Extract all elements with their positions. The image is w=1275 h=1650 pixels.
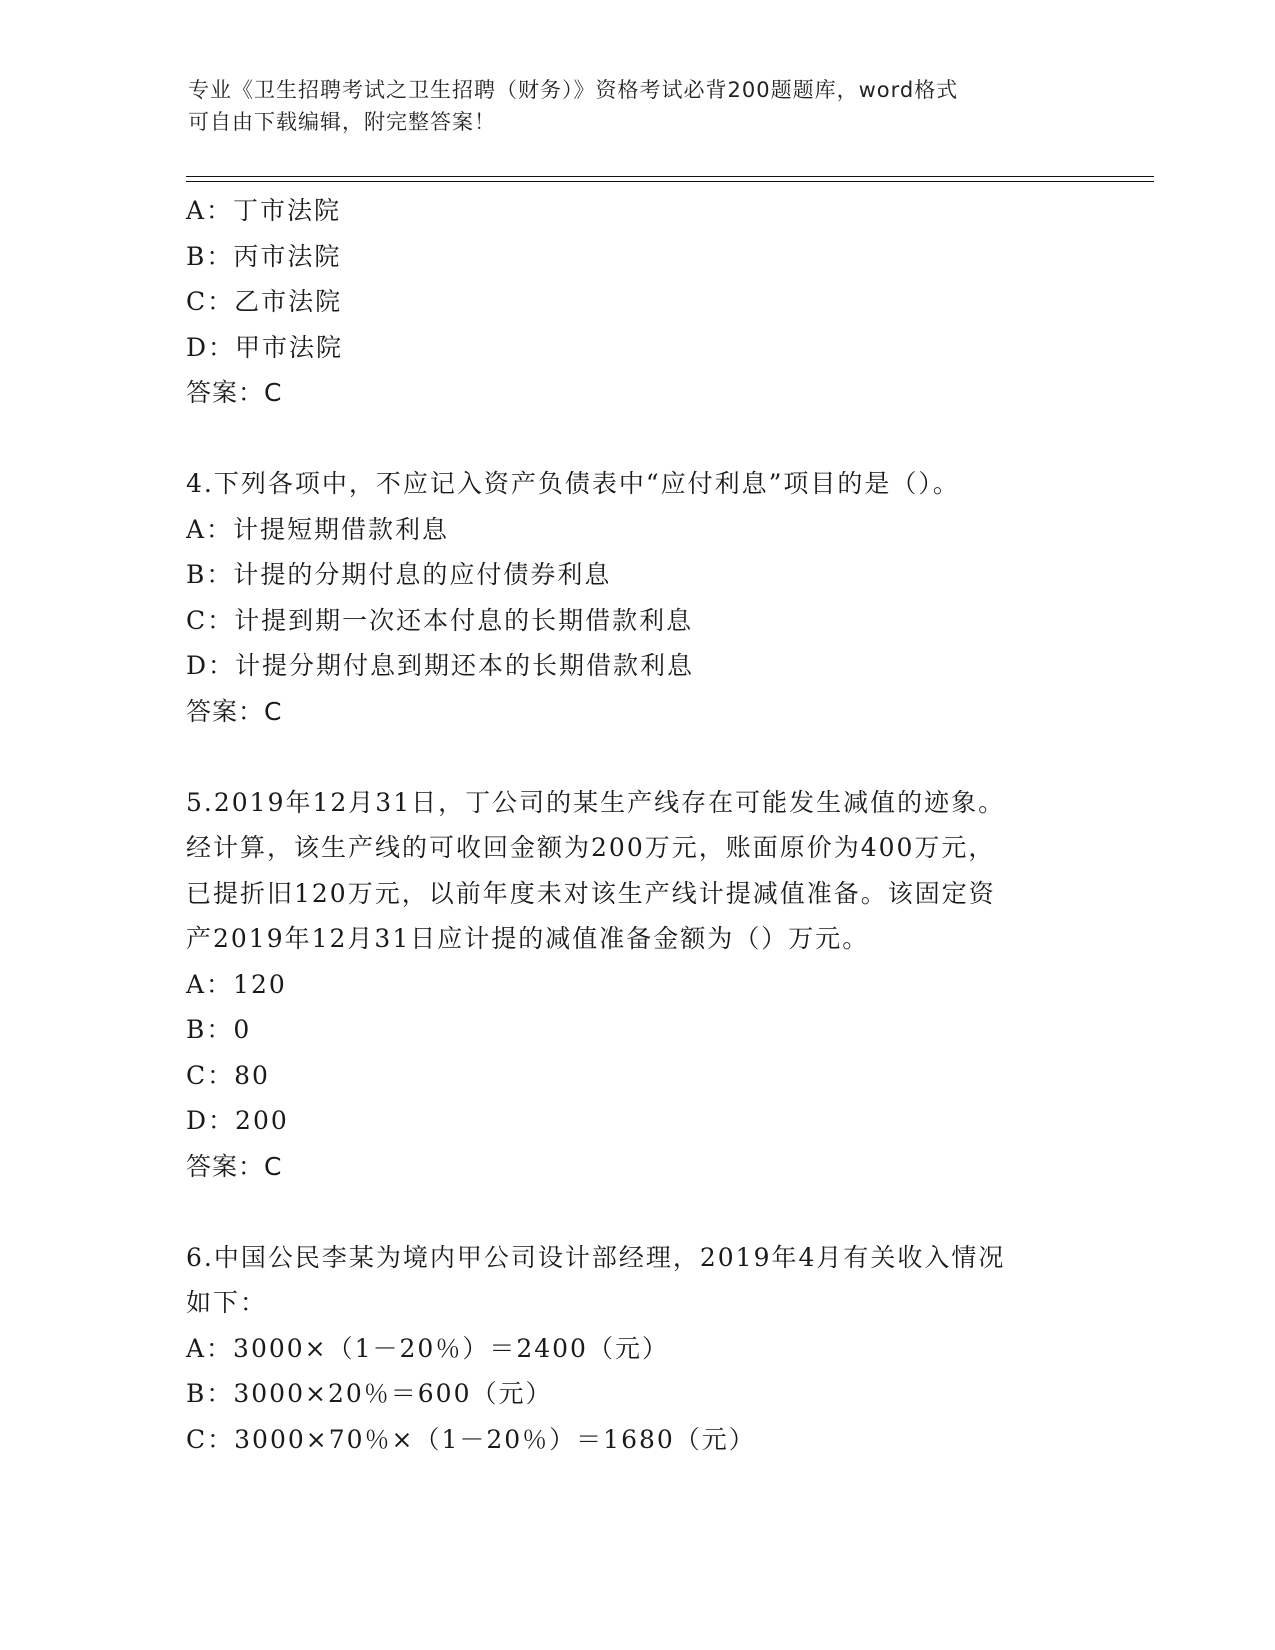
spacer <box>186 416 1086 462</box>
answer-line: 答案：C <box>186 696 283 726</box>
option-b: B：丙市法院 <box>186 241 342 271</box>
spacer <box>186 734 1086 780</box>
option-b: B：3000×20％＝600（元） <box>186 1379 553 1408</box>
document-header <box>188 74 1068 138</box>
option-a: A：120 <box>186 969 287 999</box>
spacer <box>186 1189 1086 1235</box>
question-4 <box>186 461 1086 734</box>
question-stem-line-1: 6.中国公民李某为境内甲公司设计部经理，2019年4月有关收入情况 <box>186 1242 1006 1272</box>
question-stem-line-2: 经计算，该生产线的可收回金额为200万元，账面原价为400万元， <box>186 833 996 862</box>
question-3 <box>186 188 1086 416</box>
option-c: C：乙市法院 <box>186 287 343 316</box>
option-d: D：甲市法院 <box>186 332 344 362</box>
question-stem-line-4: 产2019年12月31日应计提的减值准备金额为（）万元。 <box>186 924 870 953</box>
option-c: C：3000×70％×（1－20％）＝1680（元） <box>186 1424 756 1454</box>
option-b: B：计提的分期付息的应付债券利息 <box>186 560 612 589</box>
question-5 <box>186 780 1086 1190</box>
question-6 <box>186 1235 1086 1463</box>
option-a: A：丁市法院 <box>186 196 342 225</box>
header-line-1: 专业《卫生招聘考试之卫生招聘（财务）》资格考试必背200题题库，word格式 <box>188 78 959 102</box>
question-stem-line-2: 如下： <box>186 1288 268 1317</box>
header-line-2: 可自由下载编辑，附完整答案！ <box>188 110 496 134</box>
option-a: A：3000×（1－20％）＝2400（元） <box>186 1333 669 1363</box>
option-d: D：200 <box>186 1106 289 1135</box>
answer-line: 答案：C <box>186 378 283 407</box>
option-d: D：计提分期付息到期还本的长期借款利息 <box>186 651 695 680</box>
header-rule-top <box>186 176 1154 177</box>
question-content <box>186 188 1086 1462</box>
option-c: C：80 <box>186 1060 270 1090</box>
question-stem-line-1: 5.2019年12月31日，丁公司的某生产线存在可能发生减值的迹象。 <box>186 787 1006 817</box>
header-rule-bottom <box>186 181 1154 182</box>
question-stem: 4.下列各项中，不应记入资产负债表中“应付利息”项目的是（）。 <box>186 469 960 498</box>
question-stem-line-3: 已提折旧120万元，以前年度未对该生产线计提减值准备。该固定资 <box>186 878 996 908</box>
option-c: C：计提到期一次还本付息的长期借款利息 <box>186 605 694 635</box>
option-b: B：0 <box>186 1015 252 1044</box>
option-a: A：计提短期借款利息 <box>186 514 450 544</box>
answer-line: 答案：C <box>186 1151 283 1181</box>
